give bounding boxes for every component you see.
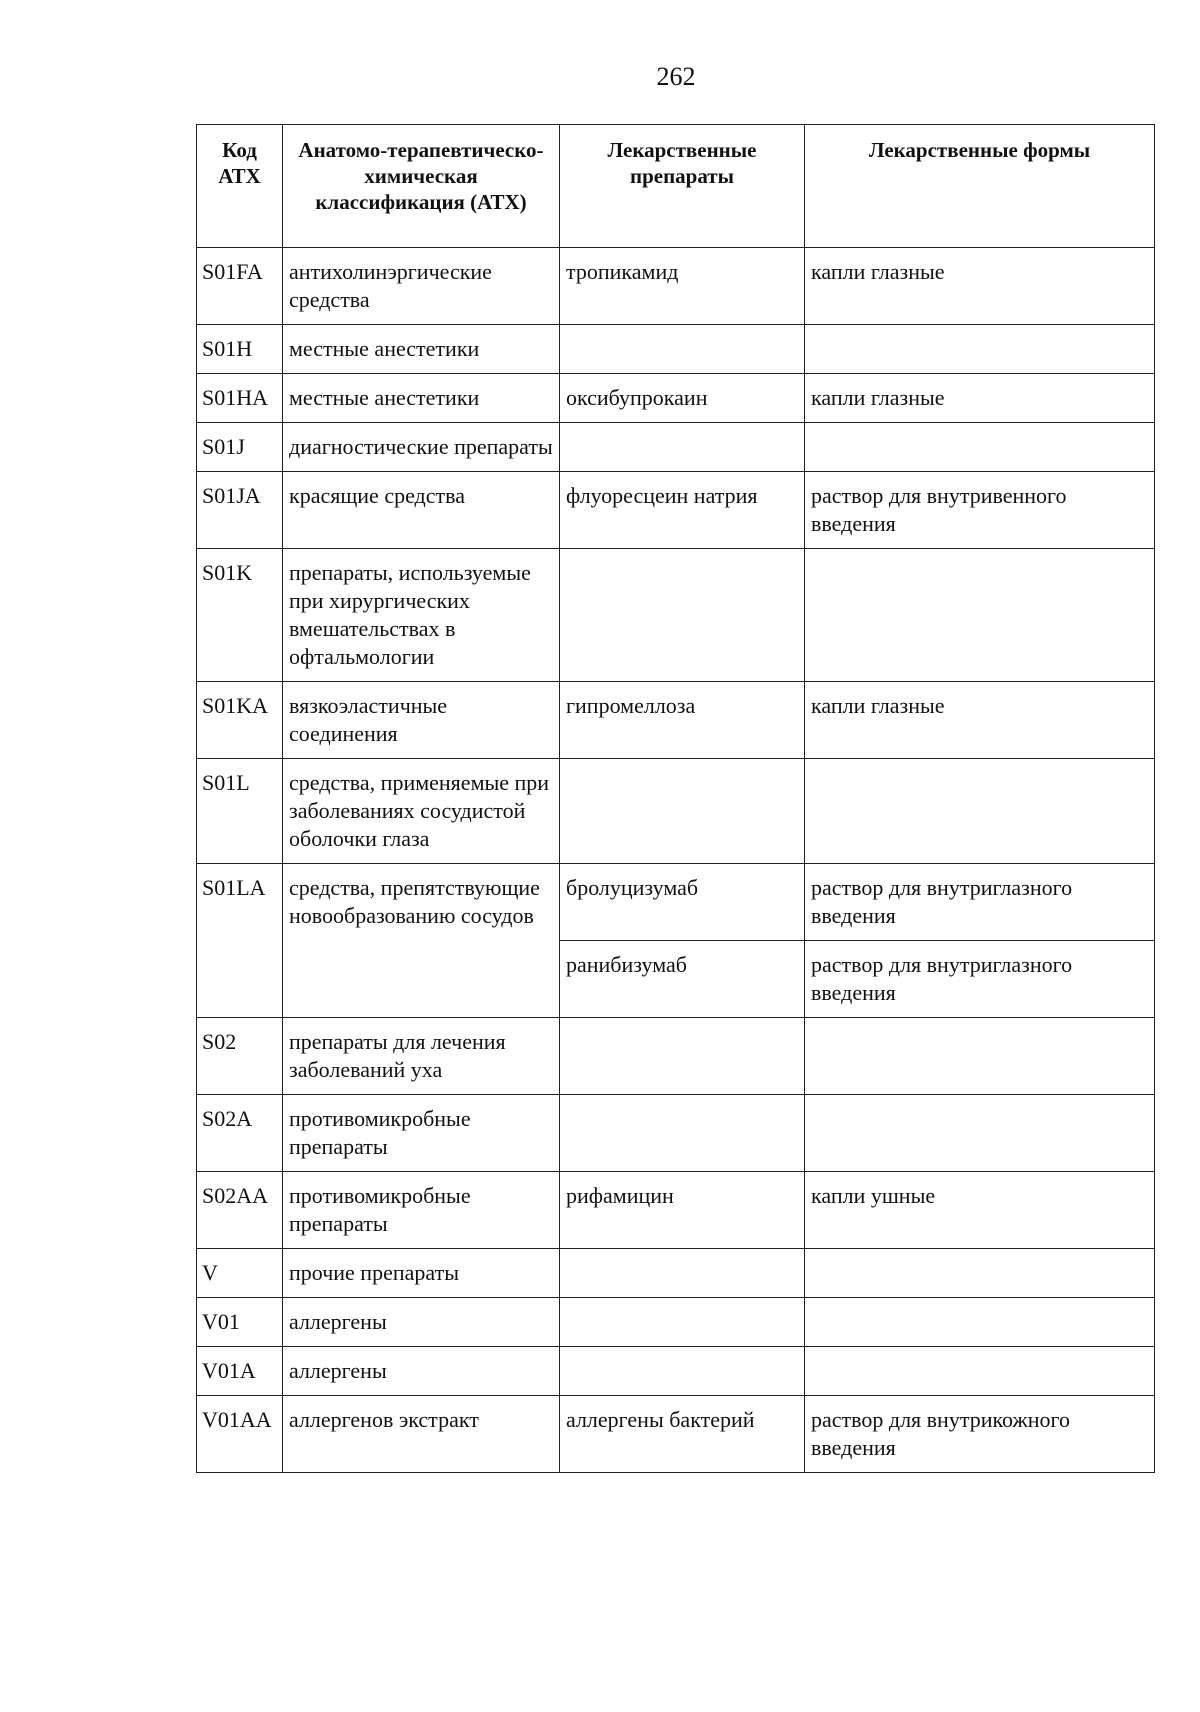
dosage-form-cell bbox=[805, 1298, 1155, 1347]
drug-name-cell bbox=[560, 549, 805, 682]
dosage-form-cell bbox=[805, 1249, 1155, 1298]
dosage-form-cell bbox=[805, 1018, 1155, 1095]
table-row bbox=[197, 1172, 1155, 1249]
drug-name-cell bbox=[560, 1095, 805, 1172]
drug-name-cell bbox=[560, 1298, 805, 1347]
dosage-form-cell: раствор для внутриглазного введения bbox=[805, 864, 1155, 941]
drug-name-cell: флуоресцеин натрия bbox=[560, 472, 805, 549]
atx-code-cell: S02AA bbox=[197, 1172, 283, 1249]
atx-code-cell: S01H bbox=[197, 325, 283, 374]
atx-classification-cell: противомикробные препараты bbox=[283, 1172, 560, 1249]
atx-code-cell: S01LA bbox=[197, 864, 283, 1018]
atx-code-cell: S02A bbox=[197, 1095, 283, 1172]
dosage-form-cell: капли глазные bbox=[805, 248, 1155, 325]
header-row bbox=[197, 125, 1155, 248]
atx-classification-cell: антихолинэргические средства bbox=[283, 248, 560, 325]
atx-code-cell: V01A bbox=[197, 1347, 283, 1396]
atx-code-cell: S01HA bbox=[197, 374, 283, 423]
dosage-form-cell bbox=[805, 549, 1155, 682]
atx-code-cell: S01L bbox=[197, 759, 283, 864]
table-row bbox=[197, 682, 1155, 759]
table-row bbox=[197, 423, 1155, 472]
atx-code-cell: S01FA bbox=[197, 248, 283, 325]
table-row bbox=[197, 1018, 1155, 1095]
header-classification: Анатомо-терапевтическо-химическая классификация (АТХ) bbox=[283, 125, 560, 248]
table-row bbox=[197, 759, 1155, 864]
table-row bbox=[197, 1347, 1155, 1396]
atx-classification-cell: местные анестетики bbox=[283, 325, 560, 374]
drug-name-cell bbox=[560, 1249, 805, 1298]
drug-name-cell: рифамицин bbox=[560, 1172, 805, 1249]
table-row bbox=[197, 864, 1155, 941]
drug-name-cell: гипромеллоза bbox=[560, 682, 805, 759]
atx-classification-cell: аллергены bbox=[283, 1298, 560, 1347]
atx-classification-cell: препараты для лечения заболеваний уха bbox=[283, 1018, 560, 1095]
atx-code-cell: S02 bbox=[197, 1018, 283, 1095]
dosage-form-cell bbox=[805, 325, 1155, 374]
atx-code-cell: S01J bbox=[197, 423, 283, 472]
dosage-form-cell: раствор для внутрикожного введения bbox=[805, 1396, 1155, 1473]
page-number: 262 bbox=[656, 62, 696, 91]
table-row bbox=[197, 1095, 1155, 1172]
table-body bbox=[197, 248, 1155, 1473]
header-forms: Лекарственные формы bbox=[805, 125, 1155, 248]
table-row bbox=[197, 1298, 1155, 1347]
dosage-form-cell bbox=[805, 759, 1155, 864]
atx-code-cell: S01K bbox=[197, 549, 283, 682]
drug-name-cell: оксибупрокаин bbox=[560, 374, 805, 423]
table-row bbox=[197, 1396, 1155, 1473]
table-row bbox=[197, 472, 1155, 549]
atx-code-cell: S01JA bbox=[197, 472, 283, 549]
dosage-form-cell bbox=[805, 1095, 1155, 1172]
atx-table bbox=[196, 124, 1155, 1473]
dosage-form-cell bbox=[805, 1347, 1155, 1396]
table-row bbox=[197, 1249, 1155, 1298]
drug-name-cell bbox=[560, 1347, 805, 1396]
atx-classification-cell: местные анестетики bbox=[283, 374, 560, 423]
drug-name-cell: тропикамид bbox=[560, 248, 805, 325]
table-header bbox=[197, 125, 1155, 248]
atx-classification-cell: средства, применяемые при заболеваниях сосудистой оболочки глаза bbox=[283, 759, 560, 864]
table-row bbox=[197, 248, 1155, 325]
header-drugs: Лекарственные препараты bbox=[560, 125, 805, 248]
drug-name-cell bbox=[560, 423, 805, 472]
drug-name-cell bbox=[560, 759, 805, 864]
table-row bbox=[197, 374, 1155, 423]
atx-classification-cell: диагностические препараты bbox=[283, 423, 560, 472]
drug-name-cell: бролуцизумаб bbox=[560, 864, 805, 941]
drug-name-cell: аллергены бактерий bbox=[560, 1396, 805, 1473]
atx-classification-cell: вязкоэластичные соединения bbox=[283, 682, 560, 759]
drug-name-cell bbox=[560, 1018, 805, 1095]
atx-classification-cell: аллергенов экстракт bbox=[283, 1396, 560, 1473]
atx-code-cell: S01KA bbox=[197, 682, 283, 759]
dosage-form-cell: капли глазные bbox=[805, 374, 1155, 423]
atx-classification-cell: прочие препараты bbox=[283, 1249, 560, 1298]
table-row bbox=[197, 549, 1155, 682]
atx-code-cell: V bbox=[197, 1249, 283, 1298]
dosage-form-cell: капли глазные bbox=[805, 682, 1155, 759]
dosage-form-cell: раствор для внутривенного введения bbox=[805, 472, 1155, 549]
table-row bbox=[197, 325, 1155, 374]
drug-name-cell: ранибизумаб bbox=[560, 941, 805, 1018]
atx-classification-cell: аллергены bbox=[283, 1347, 560, 1396]
dosage-form-cell: капли ушные bbox=[805, 1172, 1155, 1249]
atx-classification-cell: противомикробные препараты bbox=[283, 1095, 560, 1172]
atx-classification-cell: средства, препятствующие новообразованию сосудов bbox=[283, 864, 560, 1018]
atx-classification-cell: препараты, используемые при хирургических вмешательствах в офтальмологии bbox=[283, 549, 560, 682]
atx-classification-cell: красящие средства bbox=[283, 472, 560, 549]
header-code: Код АТХ bbox=[197, 125, 283, 248]
atx-code-cell: V01 bbox=[197, 1298, 283, 1347]
drug-name-cell bbox=[560, 325, 805, 374]
dosage-form-cell bbox=[805, 423, 1155, 472]
atx-code-cell: V01AA bbox=[197, 1396, 283, 1473]
dosage-form-cell: раствор для внутриглазного введения bbox=[805, 941, 1155, 1018]
